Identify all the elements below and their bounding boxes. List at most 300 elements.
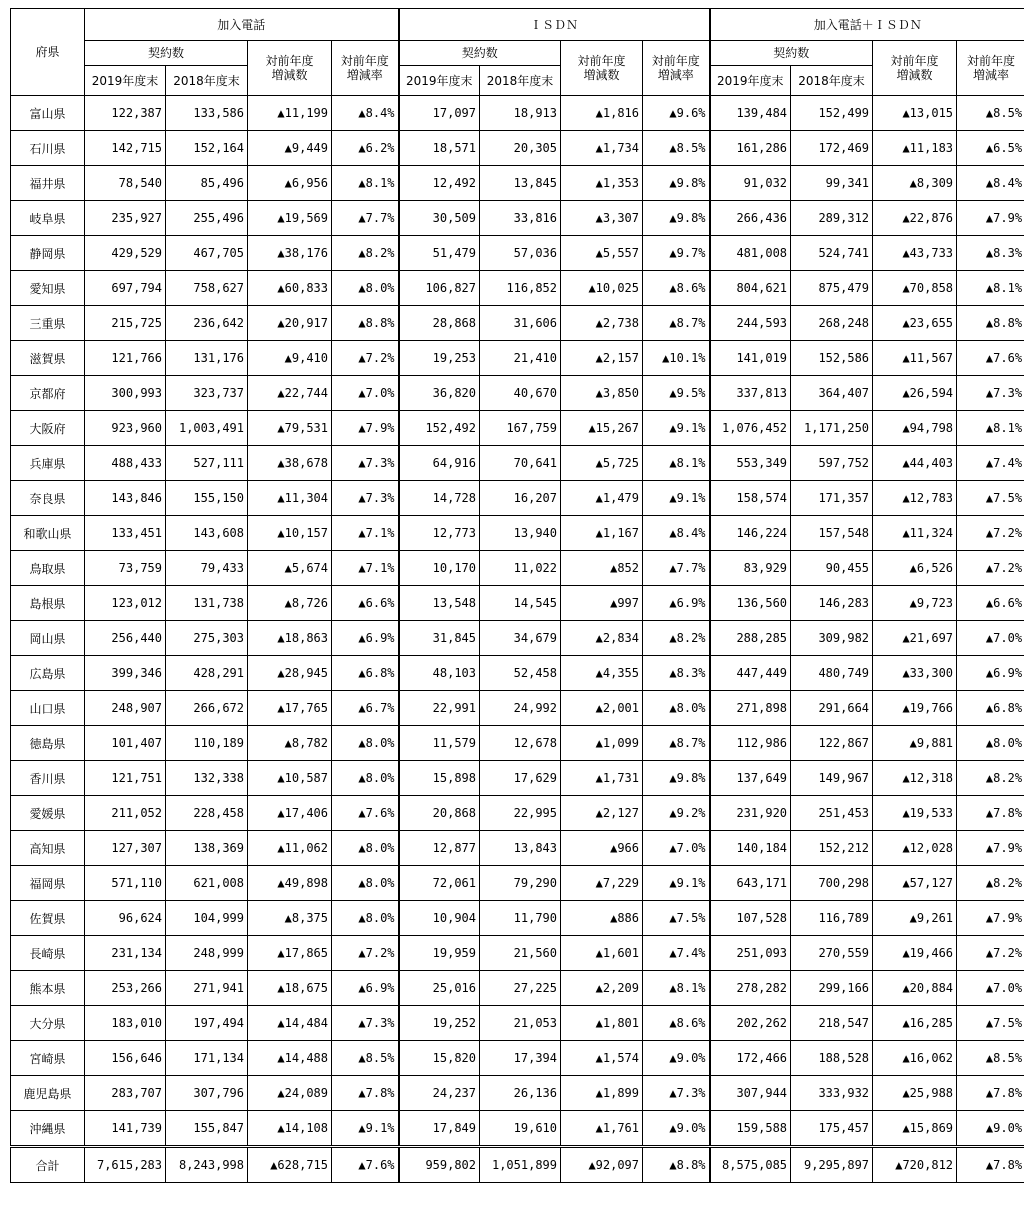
value-cell: ▲7.6%: [332, 796, 399, 831]
total-cell: ▲7.8%: [957, 1147, 1024, 1183]
value-cell: 19,959: [399, 936, 480, 971]
value-cell: ▲9,881: [873, 726, 957, 761]
header-contracts-2: 契約数: [399, 41, 561, 66]
table-row: [11, 516, 1024, 551]
value-cell: 183,010: [85, 1006, 166, 1041]
value-cell: ▲19,766: [873, 691, 957, 726]
value-cell: ▲7.5%: [643, 901, 710, 936]
value-cell: ▲3,307: [561, 201, 643, 236]
value-cell: 231,134: [85, 936, 166, 971]
value-cell: ▲6.2%: [332, 131, 399, 166]
value-cell: ▲22,744: [248, 376, 332, 411]
value-cell: 40,670: [480, 376, 561, 411]
value-cell: ▲4,355: [561, 656, 643, 691]
value-cell: ▲11,324: [873, 516, 957, 551]
value-cell: ▲852: [561, 551, 643, 586]
value-cell: ▲60,833: [248, 271, 332, 306]
value-cell: 28,868: [399, 306, 480, 341]
value-cell: ▲11,304: [248, 481, 332, 516]
value-cell: ▲8.5%: [643, 131, 710, 166]
value-cell: 127,307: [85, 831, 166, 866]
value-cell: ▲26,594: [873, 376, 957, 411]
value-cell: 140,184: [710, 831, 791, 866]
value-cell: 64,916: [399, 446, 480, 481]
value-cell: ▲1,479: [561, 481, 643, 516]
header-group-combined: 加入電話＋ＩＳＤＮ: [710, 9, 1024, 41]
table-row: [11, 901, 1024, 936]
value-cell: ▲16,062: [873, 1041, 957, 1076]
table-row: [11, 376, 1024, 411]
value-cell: 202,262: [710, 1006, 791, 1041]
value-cell: ▲9.1%: [643, 866, 710, 901]
table-row: [11, 971, 1024, 1006]
value-cell: 524,741: [791, 236, 873, 271]
value-cell: 291,664: [791, 691, 873, 726]
header-contracts-1: 契約数: [85, 41, 248, 66]
value-cell: ▲9.8%: [643, 166, 710, 201]
value-cell: ▲8.0%: [332, 901, 399, 936]
value-cell: ▲9,449: [248, 131, 332, 166]
value-cell: ▲10,157: [248, 516, 332, 551]
table-row: [11, 306, 1024, 341]
value-cell: 30,509: [399, 201, 480, 236]
value-cell: ▲7.7%: [332, 201, 399, 236]
value-cell: ▲8.6%: [643, 271, 710, 306]
value-cell: 15,820: [399, 1041, 480, 1076]
value-cell: ▲9.1%: [332, 1111, 399, 1147]
header-y2018-1: 2018年度末: [166, 66, 248, 96]
value-cell: 152,586: [791, 341, 873, 376]
value-cell: ▲7.6%: [957, 341, 1024, 376]
value-cell: 323,737: [166, 376, 248, 411]
value-cell: ▲12,783: [873, 481, 957, 516]
pref-name-cell: 京都府: [11, 376, 85, 411]
value-cell: ▲8.0%: [332, 866, 399, 901]
table-row: [11, 1111, 1024, 1147]
header-y2018-2: 2018年度末: [480, 66, 561, 96]
value-cell: ▲8,375: [248, 901, 332, 936]
table-row: [11, 166, 1024, 201]
table-footer: [11, 1147, 1024, 1183]
value-cell: ▲11,183: [873, 131, 957, 166]
pref-name-cell: 大阪府: [11, 411, 85, 446]
table-row: [11, 411, 1024, 446]
data-table-container: [10, 8, 1024, 1183]
value-cell: 188,528: [791, 1041, 873, 1076]
value-cell: ▲8.4%: [957, 166, 1024, 201]
value-cell: 266,672: [166, 691, 248, 726]
value-cell: 57,036: [480, 236, 561, 271]
value-cell: 218,547: [791, 1006, 873, 1041]
value-cell: 101,407: [85, 726, 166, 761]
value-cell: ▲8.0%: [957, 726, 1024, 761]
value-cell: ▲7.8%: [957, 1076, 1024, 1111]
value-cell: 20,868: [399, 796, 480, 831]
value-cell: ▲6.7%: [332, 691, 399, 726]
pref-name-cell: 香川県: [11, 761, 85, 796]
value-cell: 467,705: [166, 236, 248, 271]
value-cell: ▲1,731: [561, 761, 643, 796]
value-cell: 266,436: [710, 201, 791, 236]
value-cell: ▲10,587: [248, 761, 332, 796]
value-cell: ▲1,353: [561, 166, 643, 201]
table-row: [11, 131, 1024, 166]
table-row: [11, 621, 1024, 656]
header-y2019-1: 2019年度末: [85, 66, 166, 96]
value-cell: 17,394: [480, 1041, 561, 1076]
table-row: [11, 271, 1024, 306]
value-cell: 307,796: [166, 1076, 248, 1111]
pref-name-cell: 福岡県: [11, 866, 85, 901]
value-cell: 146,224: [710, 516, 791, 551]
table-row: [11, 1076, 1024, 1111]
value-cell: ▲13,015: [873, 96, 957, 131]
header-diff-3: 対前年度 増減数: [873, 41, 957, 96]
value-cell: ▲5,557: [561, 236, 643, 271]
value-cell: 157,548: [791, 516, 873, 551]
value-cell: ▲7.2%: [332, 341, 399, 376]
value-cell: ▲7.3%: [332, 1006, 399, 1041]
value-cell: 96,624: [85, 901, 166, 936]
value-cell: 621,008: [166, 866, 248, 901]
header-rate-1: 対前年度 増減率: [332, 41, 399, 96]
pref-name-cell: 沖縄県: [11, 1111, 85, 1147]
value-cell: 83,929: [710, 551, 791, 586]
value-cell: 131,176: [166, 341, 248, 376]
value-cell: ▲8.1%: [957, 411, 1024, 446]
value-cell: 251,453: [791, 796, 873, 831]
pref-name-cell: 高知県: [11, 831, 85, 866]
value-cell: 235,927: [85, 201, 166, 236]
value-cell: 36,820: [399, 376, 480, 411]
value-cell: ▲11,567: [873, 341, 957, 376]
total-cell: 1,051,899: [480, 1147, 561, 1183]
value-cell: 15,898: [399, 761, 480, 796]
value-cell: 132,338: [166, 761, 248, 796]
value-cell: ▲7.8%: [332, 1076, 399, 1111]
value-cell: 110,189: [166, 726, 248, 761]
value-cell: 155,150: [166, 481, 248, 516]
value-cell: 175,457: [791, 1111, 873, 1147]
value-cell: 22,995: [480, 796, 561, 831]
value-cell: 156,646: [85, 1041, 166, 1076]
value-cell: ▲7.9%: [957, 901, 1024, 936]
value-cell: ▲79,531: [248, 411, 332, 446]
value-cell: 141,739: [85, 1111, 166, 1147]
pref-name-cell: 静岡県: [11, 236, 85, 271]
table-row: [11, 726, 1024, 761]
value-cell: 253,266: [85, 971, 166, 1006]
value-cell: 107,528: [710, 901, 791, 936]
header-diff-1: 対前年度 増減数: [248, 41, 332, 96]
value-cell: ▲7.3%: [957, 376, 1024, 411]
value-cell: ▲9.6%: [643, 96, 710, 131]
table-row: [11, 236, 1024, 271]
value-cell: ▲24,089: [248, 1076, 332, 1111]
value-cell: 488,433: [85, 446, 166, 481]
value-cell: 52,458: [480, 656, 561, 691]
value-cell: ▲9,410: [248, 341, 332, 376]
value-cell: ▲7.2%: [957, 936, 1024, 971]
value-cell: 255,496: [166, 201, 248, 236]
pref-name-cell: 愛媛県: [11, 796, 85, 831]
value-cell: ▲1,167: [561, 516, 643, 551]
value-cell: 11,579: [399, 726, 480, 761]
value-cell: 17,097: [399, 96, 480, 131]
value-cell: ▲7.0%: [957, 621, 1024, 656]
total-cell: ▲92,097: [561, 1147, 643, 1183]
header-y2019-3: 2019年度末: [710, 66, 791, 96]
header-rate-3: 対前年度 増減率: [957, 41, 1024, 96]
value-cell: ▲7.9%: [957, 201, 1024, 236]
value-cell: ▲7.1%: [332, 516, 399, 551]
value-cell: ▲17,765: [248, 691, 332, 726]
value-cell: 146,283: [791, 586, 873, 621]
value-cell: 12,678: [480, 726, 561, 761]
value-cell: ▲7.2%: [957, 551, 1024, 586]
pref-name-cell: 奈良県: [11, 481, 85, 516]
value-cell: ▲6.6%: [332, 586, 399, 621]
value-cell: 104,999: [166, 901, 248, 936]
value-cell: 271,941: [166, 971, 248, 1006]
value-cell: ▲18,675: [248, 971, 332, 1006]
value-cell: 447,449: [710, 656, 791, 691]
value-cell: ▲6.9%: [332, 621, 399, 656]
value-cell: 158,574: [710, 481, 791, 516]
value-cell: ▲14,484: [248, 1006, 332, 1041]
value-cell: ▲886: [561, 901, 643, 936]
value-cell: ▲8.3%: [957, 236, 1024, 271]
total-cell: 8,575,085: [710, 1147, 791, 1183]
value-cell: 24,237: [399, 1076, 480, 1111]
value-cell: 85,496: [166, 166, 248, 201]
value-cell: ▲7,229: [561, 866, 643, 901]
value-cell: ▲15,267: [561, 411, 643, 446]
value-cell: 309,982: [791, 621, 873, 656]
value-cell: 34,679: [480, 621, 561, 656]
value-cell: ▲8.8%: [957, 306, 1024, 341]
value-cell: 333,932: [791, 1076, 873, 1111]
value-cell: ▲8.2%: [957, 866, 1024, 901]
value-cell: ▲9.0%: [957, 1111, 1024, 1147]
value-cell: ▲1,899: [561, 1076, 643, 1111]
header-group-fixed-line: 加入電話: [85, 9, 399, 41]
value-cell: ▲43,733: [873, 236, 957, 271]
value-cell: ▲11,199: [248, 96, 332, 131]
value-cell: ▲6,526: [873, 551, 957, 586]
value-cell: 804,621: [710, 271, 791, 306]
value-cell: ▲6,956: [248, 166, 332, 201]
value-cell: ▲8.0%: [643, 691, 710, 726]
value-cell: ▲1,816: [561, 96, 643, 131]
value-cell: ▲8.1%: [643, 446, 710, 481]
value-cell: 597,752: [791, 446, 873, 481]
value-cell: ▲5,725: [561, 446, 643, 481]
value-cell: 21,053: [480, 1006, 561, 1041]
value-cell: ▲8.1%: [332, 166, 399, 201]
pref-name-cell: 大分県: [11, 1006, 85, 1041]
value-cell: ▲7.0%: [957, 971, 1024, 1006]
pref-name-cell: 長崎県: [11, 936, 85, 971]
value-cell: 141,019: [710, 341, 791, 376]
value-cell: ▲8,726: [248, 586, 332, 621]
value-cell: 197,494: [166, 1006, 248, 1041]
value-cell: ▲6.8%: [332, 656, 399, 691]
value-cell: 78,540: [85, 166, 166, 201]
value-cell: ▲8.0%: [332, 831, 399, 866]
pref-name-cell: 島根県: [11, 586, 85, 621]
total-label: 合計: [11, 1147, 85, 1183]
value-cell: 106,827: [399, 271, 480, 306]
value-cell: ▲9.1%: [643, 481, 710, 516]
value-cell: ▲9.7%: [643, 236, 710, 271]
value-cell: 123,012: [85, 586, 166, 621]
value-cell: ▲22,876: [873, 201, 957, 236]
value-cell: ▲11,062: [248, 831, 332, 866]
pref-name-cell: 愛知県: [11, 271, 85, 306]
pref-name-cell: 宮崎県: [11, 1041, 85, 1076]
table-row: [11, 96, 1024, 131]
value-cell: ▲6.9%: [643, 586, 710, 621]
telephone-contracts-table: [10, 8, 1024, 1183]
value-cell: ▲94,798: [873, 411, 957, 446]
value-cell: 527,111: [166, 446, 248, 481]
value-cell: 270,559: [791, 936, 873, 971]
value-cell: 248,907: [85, 691, 166, 726]
value-cell: ▲1,601: [561, 936, 643, 971]
table-row: [11, 201, 1024, 236]
total-cell: ▲8.8%: [643, 1147, 710, 1183]
value-cell: 27,225: [480, 971, 561, 1006]
value-cell: 1,003,491: [166, 411, 248, 446]
value-cell: ▲3,850: [561, 376, 643, 411]
value-cell: ▲49,898: [248, 866, 332, 901]
value-cell: 131,738: [166, 586, 248, 621]
value-cell: 299,166: [791, 971, 873, 1006]
value-cell: ▲28,945: [248, 656, 332, 691]
value-cell: ▲25,988: [873, 1076, 957, 1111]
value-cell: 73,759: [85, 551, 166, 586]
value-cell: ▲8.0%: [332, 761, 399, 796]
value-cell: 268,248: [791, 306, 873, 341]
value-cell: 136,560: [710, 586, 791, 621]
value-cell: 12,877: [399, 831, 480, 866]
value-cell: ▲7.8%: [957, 796, 1024, 831]
value-cell: ▲8.0%: [332, 271, 399, 306]
value-cell: ▲2,209: [561, 971, 643, 1006]
header-y2019-2: 2019年度末: [399, 66, 480, 96]
value-cell: 923,960: [85, 411, 166, 446]
value-cell: 91,032: [710, 166, 791, 201]
header-diff-2: 対前年度 増減数: [561, 41, 643, 96]
value-cell: 1,076,452: [710, 411, 791, 446]
table-row: [11, 481, 1024, 516]
value-cell: 139,484: [710, 96, 791, 131]
value-cell: ▲17,865: [248, 936, 332, 971]
pref-name-cell: 熊本県: [11, 971, 85, 1006]
pref-name-cell: 佐賀県: [11, 901, 85, 936]
value-cell: ▲20,884: [873, 971, 957, 1006]
value-cell: 25,016: [399, 971, 480, 1006]
value-cell: ▲14,108: [248, 1111, 332, 1147]
value-cell: 21,410: [480, 341, 561, 376]
value-cell: 142,715: [85, 131, 166, 166]
value-cell: 19,252: [399, 1006, 480, 1041]
value-cell: 700,298: [791, 866, 873, 901]
value-cell: ▲7.4%: [957, 446, 1024, 481]
table-row: [11, 691, 1024, 726]
value-cell: 152,499: [791, 96, 873, 131]
value-cell: ▲8.6%: [643, 1006, 710, 1041]
value-cell: ▲1,734: [561, 131, 643, 166]
value-cell: ▲19,569: [248, 201, 332, 236]
value-cell: ▲6.5%: [957, 131, 1024, 166]
header-contracts-3: 契約数: [710, 41, 873, 66]
value-cell: 256,440: [85, 621, 166, 656]
value-cell: 13,548: [399, 586, 480, 621]
value-cell: 116,852: [480, 271, 561, 306]
value-cell: 161,286: [710, 131, 791, 166]
value-cell: 481,008: [710, 236, 791, 271]
header-group-isdn: ＩＳＤＮ: [399, 9, 710, 41]
value-cell: 137,649: [710, 761, 791, 796]
value-cell: 429,529: [85, 236, 166, 271]
value-cell: ▲1,099: [561, 726, 643, 761]
value-cell: 17,849: [399, 1111, 480, 1147]
table-row: [11, 341, 1024, 376]
value-cell: 33,816: [480, 201, 561, 236]
value-cell: 275,303: [166, 621, 248, 656]
table-row: [11, 551, 1024, 586]
value-cell: ▲17,406: [248, 796, 332, 831]
value-cell: 26,136: [480, 1076, 561, 1111]
value-cell: 152,212: [791, 831, 873, 866]
value-cell: 288,285: [710, 621, 791, 656]
value-cell: 171,134: [166, 1041, 248, 1076]
value-cell: 121,766: [85, 341, 166, 376]
value-cell: 99,341: [791, 166, 873, 201]
value-cell: 133,451: [85, 516, 166, 551]
value-cell: 228,458: [166, 796, 248, 831]
value-cell: 133,586: [166, 96, 248, 131]
value-cell: ▲9.0%: [643, 1111, 710, 1147]
value-cell: 152,164: [166, 131, 248, 166]
value-cell: 364,407: [791, 376, 873, 411]
value-cell: ▲997: [561, 586, 643, 621]
value-cell: 155,847: [166, 1111, 248, 1147]
value-cell: 13,940: [480, 516, 561, 551]
value-cell: 19,610: [480, 1111, 561, 1147]
pref-name-cell: 岡山県: [11, 621, 85, 656]
value-cell: ▲1,801: [561, 1006, 643, 1041]
value-cell: ▲8.5%: [957, 96, 1024, 131]
table-row: [11, 656, 1024, 691]
value-cell: 399,346: [85, 656, 166, 691]
value-cell: 12,773: [399, 516, 480, 551]
value-cell: ▲7.0%: [332, 376, 399, 411]
value-cell: ▲44,403: [873, 446, 957, 481]
table-row: [11, 586, 1024, 621]
value-cell: ▲18,863: [248, 621, 332, 656]
table-row: [11, 866, 1024, 901]
value-cell: 278,282: [710, 971, 791, 1006]
total-cell: 7,615,283: [85, 1147, 166, 1183]
value-cell: 14,728: [399, 481, 480, 516]
value-cell: ▲8.5%: [957, 1041, 1024, 1076]
table-row: [11, 1041, 1024, 1076]
table-header: [11, 9, 1024, 96]
value-cell: ▲38,678: [248, 446, 332, 481]
